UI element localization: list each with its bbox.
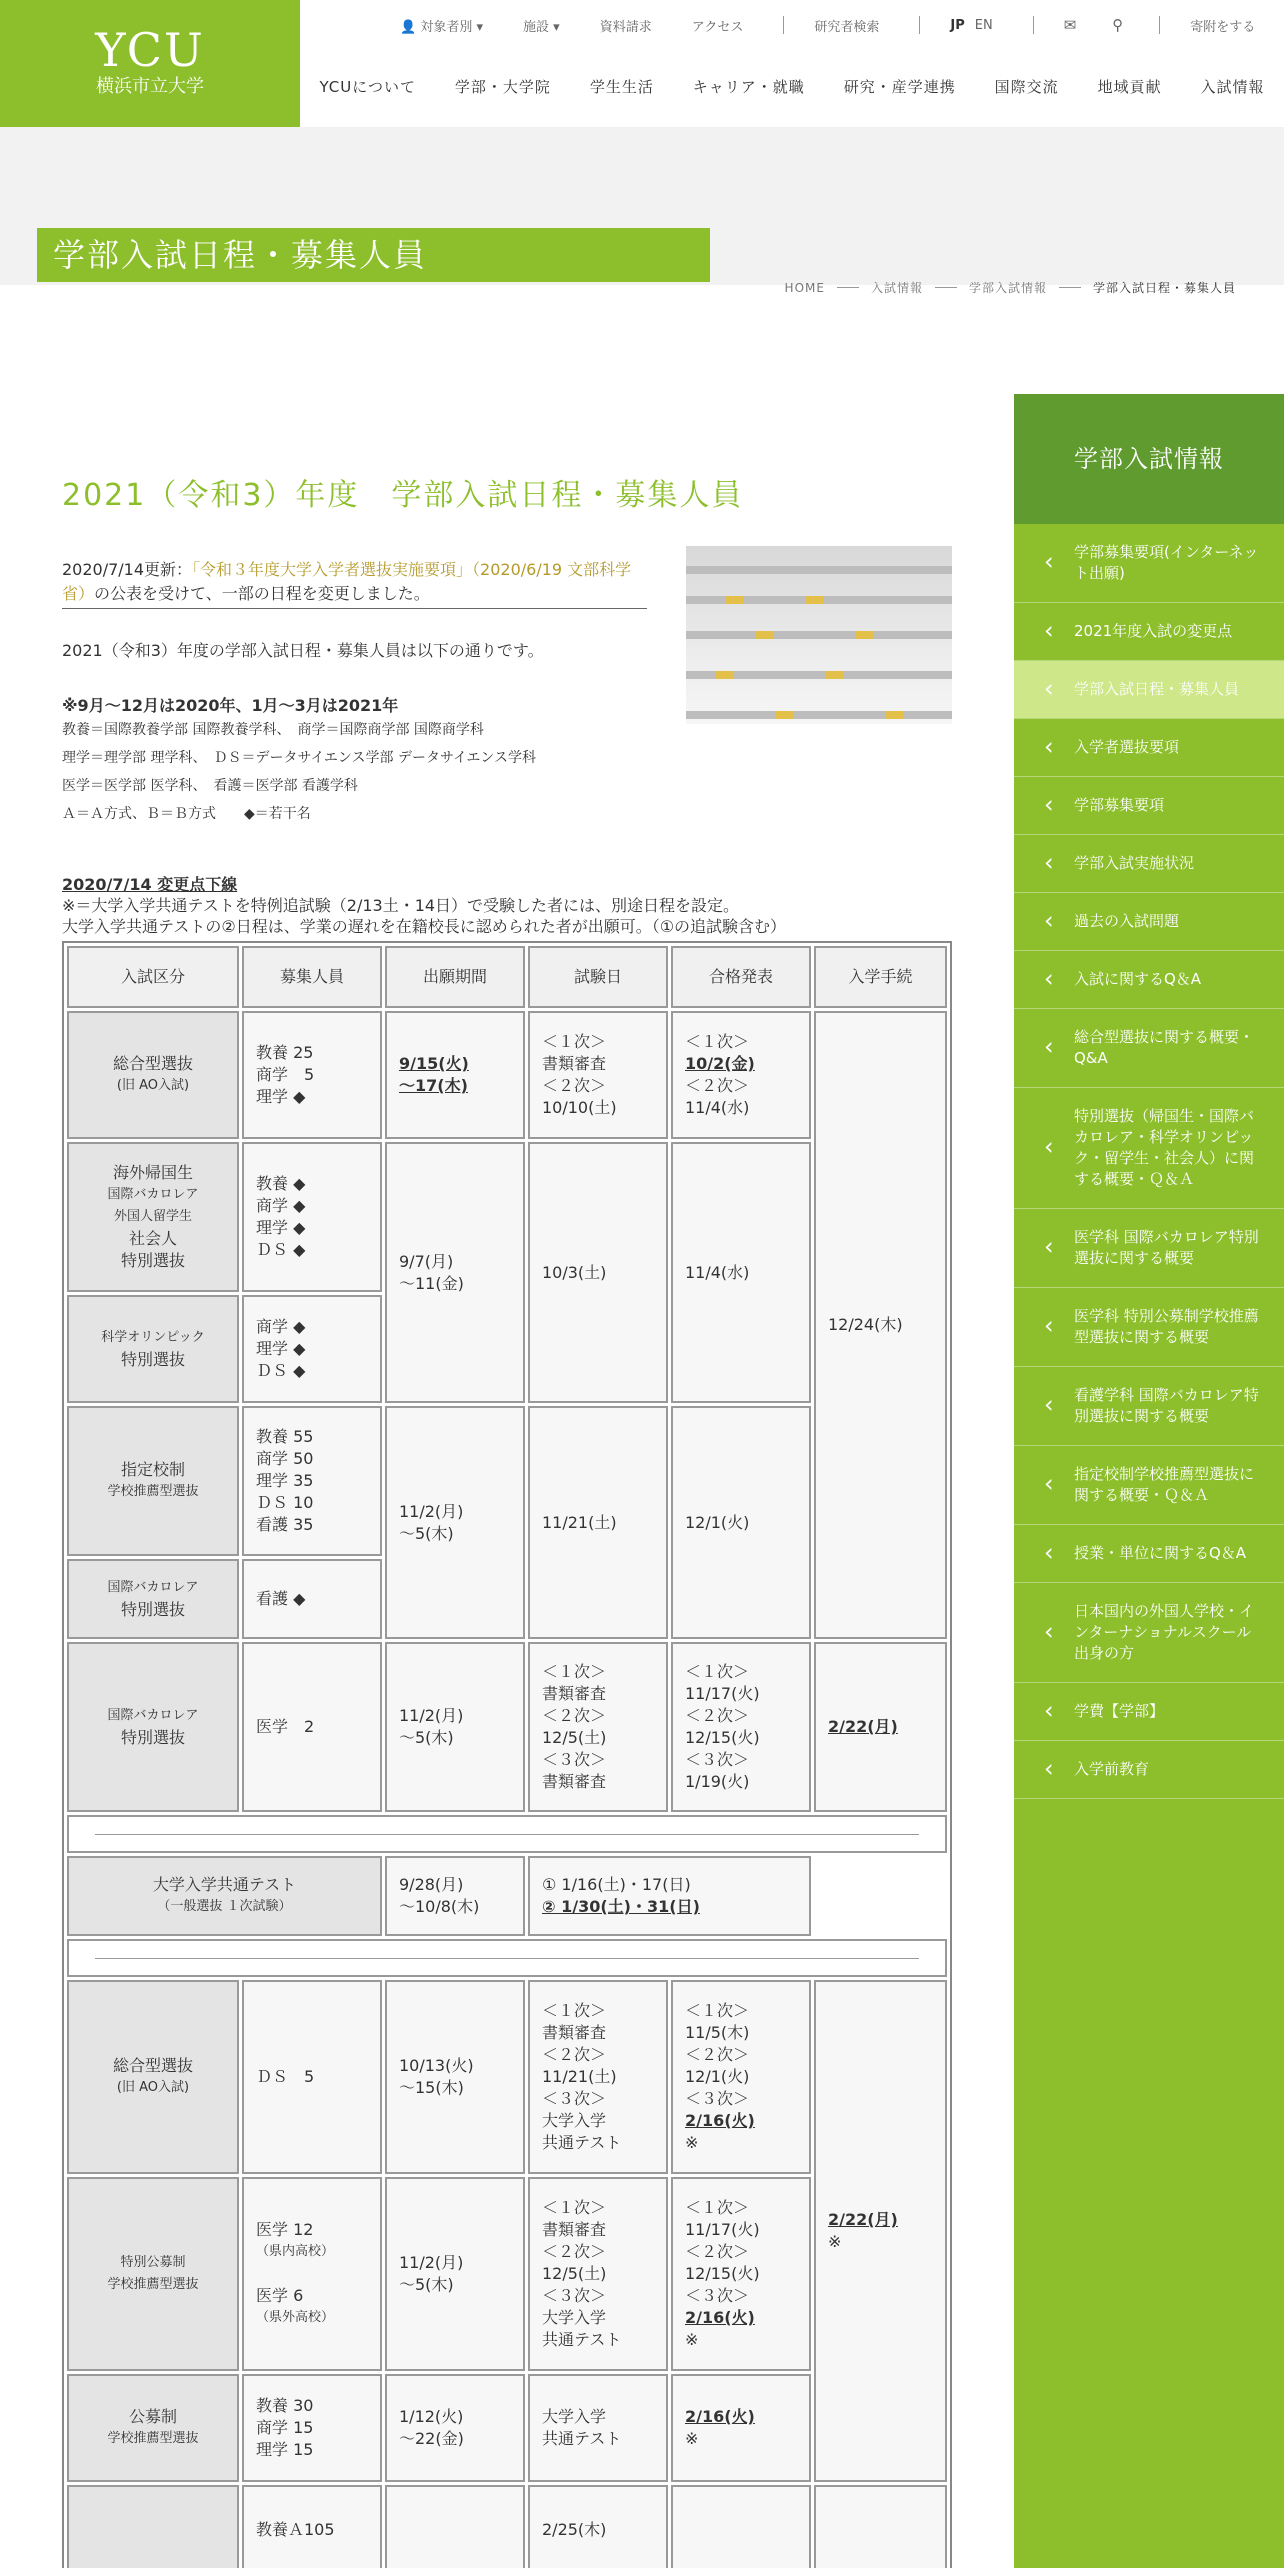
change-note: 2020/7/14 変更点下線 ※＝大学入学共通テストを特例追試験（2/13土・14日）で受験した者には、別途日程を設定。 大学入学共通テストの②日程は、学業の遅れを在籍校長に認められた者が出願可。（①の追試験含む）: [62, 875, 787, 936]
sidebar-item[interactable]: ‹ 日本国内の外国人学校・インターナショナルスクール出身の方: [1014, 1583, 1284, 1683]
table-row: 指定校制 学校推薦型選抜 教養 55 商学 50 理学 35 ＤＳ 10 看護 35 11/2(月) ～5(木) 11/21(土) 12/1(火): [67, 1406, 947, 1556]
table-row: 総合型選抜 (旧 AO入試) 教養 25 商学 5 理学 ◆ 9/15(火) ～17(木) ＜１次＞ 書類審査 ＜２次＞ 10/10(土) ＜１次＞ 10/2(金) ＜２次＞ 11/4(水) 12/24(木): [67, 1011, 947, 1139]
sidebar-item[interactable]: ‹ 学部入試実施状況: [1014, 835, 1284, 893]
sidebar-item[interactable]: ‹ 学部募集要項(インターネット出願): [1014, 524, 1284, 603]
table-header-row: 入試区分 募集人員 出願期間 試験日 合格発表 入学手続: [67, 946, 947, 1008]
gnav-career[interactable]: キャリア・就職: [692, 78, 805, 96]
utility-nav: [400, 12, 1284, 38]
sidebar-heading: 学部入試情報: [1014, 394, 1284, 524]
table-row: 海外帰国生 国際バカロレア 外国人留学生 社会人 特別選抜 教養 ◆ 商学 ◆ 理学 ◆ ＤＳ ◆ 9/7(月) ～11(金) 10/3(土) 11/4(水): [67, 1142, 947, 1292]
table-row: 国際バカロレア 特別選抜 看護 ◆: [67, 1559, 947, 1639]
intro-text: 2021（令和3）年度の学部入試日程・募集人員は以下の通りです。: [62, 641, 544, 660]
content-heading: 2021（令和3）年度 学部入試日程・募集人員: [62, 478, 744, 513]
sidebar-item[interactable]: ‹ 看護学科 国際バカロレア特別選抜に関する概要: [1014, 1367, 1284, 1446]
breadcrumb-undergrad[interactable]: 学部入試情報: [968, 281, 1047, 295]
table-row: 教養Ａ105 2/25(木): [67, 2485, 947, 2568]
facility-menu[interactable]: 施設 ▾: [523, 19, 560, 35]
researcher-link[interactable]: 研究者検索: [814, 19, 880, 35]
access-link[interactable]: アクセス: [691, 19, 744, 35]
global-nav: [300, 76, 1284, 97]
lang-en[interactable]: EN: [974, 17, 993, 33]
sidebar-item[interactable]: ‹ 特別選抜（帰国生・国際バカロレア・科学オリンピック・留学生・社会人）に関する概要・Ｑ＆Ａ: [1014, 1088, 1284, 1209]
sidebar-item[interactable]: ‹ 総合型選抜に関する概要・Q&A: [1014, 1009, 1284, 1088]
language-switch[interactable]: [950, 18, 992, 33]
update-note: 2020/7/14更新：「令和３年度大学入学者選抜実施要項」（2020/6/19 文部科学省）の公表を受けて、一部の日程を変更しました。: [62, 558, 647, 609]
change-title: 2020/7/14 変更点下線: [62, 875, 238, 894]
request-link[interactable]: 資料請求: [599, 19, 652, 35]
gnav-student-life[interactable]: 学生生活: [589, 78, 654, 96]
sidebar-item[interactable]: ‹ 入学前教育: [1014, 1741, 1284, 1799]
breadcrumb-current: 学部入試日程・募集人員: [1092, 281, 1236, 295]
year-note: ※9月～12月は2020年、1月～3月は2021年: [62, 696, 399, 715]
search-icon[interactable]: ⚲: [1112, 16, 1124, 34]
table-row: 総合型選抜 (旧 AO入試) ＤＳ 5 10/13(火) ～15(木) ＜１次＞ 書類審査 ＜２次＞ 11/21(土) ＜３次＞ 大学入学 共通テスト ＜１次＞ 11/5(木) ＜２次＞ 12/1(火) ＜３次＞ 2/16(火) ※ 2/22(月) ※: [67, 1980, 947, 2174]
table-row: 特別公募制 学校推薦型選抜 医学 12 （県内高校） 医学 6 （県外高校） 11/2(月) ～5(木) ＜１次＞ 書類審査 ＜２次＞ 12/5(土) ＜３次＞ 大学入学 共通テスト ＜１次＞ 11/17(火) ＜２次＞ 12/15(火) ＜３次＞ 2/16(火) ※: [67, 2177, 947, 2371]
divider: [1033, 16, 1034, 34]
sidebar-item[interactable]: ‹ 授業・単位に関するQ＆A: [1014, 1525, 1284, 1583]
table-divider-row: [67, 1939, 947, 1977]
breadcrumb: [773, 279, 1248, 296]
sidebar-item[interactable]: ‹ 学部募集要項: [1014, 777, 1284, 835]
divider: [919, 16, 920, 34]
sidebar-item[interactable]: ‹ 医学科 特別公募制学校推薦型選抜に関する概要: [1014, 1288, 1284, 1367]
donate-link[interactable]: 寄附をする: [1190, 19, 1256, 35]
lecture-hall-photo: [686, 546, 952, 724]
gnav-international[interactable]: 国際交流: [994, 78, 1059, 96]
gnav-about[interactable]: YCUについて: [319, 78, 416, 96]
table-row: 科学オリンピック 特別選抜 商学 ◆ 理学 ◆ ＤＳ ◆: [67, 1295, 947, 1403]
breadcrumb-home[interactable]: HOME: [784, 280, 825, 295]
table-row: 大学入学共通テスト （一般選抜 １次試験） 9/28(月) ～10/8(木) ① 1/16(土)・17(日) ② 1/30(土)・31(日): [67, 1856, 947, 1936]
logo-mark: YCU: [95, 23, 205, 77]
sidebar-item[interactable]: ‹ 指定校制学校推薦型選抜に関する概要・Ｑ＆Ａ: [1014, 1446, 1284, 1525]
sidebar-item[interactable]: ‹ 入学者選抜要項: [1014, 719, 1284, 777]
sidebar-item[interactable]: ‹ 過去の入試問題: [1014, 893, 1284, 951]
table-divider-row: [67, 1815, 947, 1853]
schedule-table: [62, 941, 952, 2568]
gnav-admissions[interactable]: 入試情報: [1200, 78, 1265, 96]
sidebar: [1014, 394, 1284, 2568]
sidebar-item[interactable]: ‹ 学費【学部】: [1014, 1683, 1284, 1741]
breadcrumb-admissions[interactable]: 入試情報: [870, 281, 923, 295]
page-title: 学部入試日程・募集人員: [37, 228, 710, 282]
divider: [783, 16, 784, 34]
logo-name: 横浜市立大学: [96, 76, 204, 97]
sidebar-item[interactable]: ‹ 医学科 国際バカロレア特別選抜に関する概要: [1014, 1209, 1284, 1288]
definitions: 教養＝国際教養学部 国際教養学科、 商学＝国際商学部 国際商学科 理学＝理学部 理学科、 ＤＳ＝データサイエンス学部 データサイエンス学科 医学＝医学部 医学科、 看護＝医学部 看護学科 Ａ＝Ａ方式、Ｂ＝Ｂ方式 ◆＝若干名: [62, 722, 536, 822]
logo[interactable]: [0, 0, 300, 127]
sidebar-item-active[interactable]: ‹ 学部入試日程・募集人員: [1014, 661, 1284, 719]
mail-icon[interactable]: ✉: [1063, 16, 1077, 34]
table-row: 公募制 学校推薦型選抜 教養 30 商学 15 理学 15 1/12(火) ～22(金) 大学入学 共通テスト 2/16(火) ※: [67, 2374, 947, 2482]
gnav-faculties[interactable]: 学部・大学院: [454, 78, 551, 96]
main-content: [62, 470, 952, 2568]
divider: [1159, 16, 1160, 34]
table-row: 国際バカロレア 特別選抜 医学 2 11/2(月) ～5(木) ＜１次＞ 書類審査 ＜２次＞ 12/5(土) ＜３次＞ 書類審査 ＜１次＞ 11/17(火) ＜２次＞ 12/15(火) ＜３次＞ 1/19(火) 2/22(月): [67, 1642, 947, 1812]
lang-jp[interactable]: JP: [950, 17, 965, 33]
target-menu[interactable]: 👤 対象者別 ▾: [400, 19, 484, 35]
gnav-community[interactable]: 地域貢献: [1097, 78, 1162, 96]
update-link[interactable]: 「令和３年度大学入学者選抜実施要項」（2020/6/19 文部科学省）: [62, 560, 632, 603]
sidebar-item[interactable]: ‹ 入試に関するQ＆A: [1014, 951, 1284, 1009]
sidebar-item[interactable]: ‹ 2021年度入試の変更点: [1014, 603, 1284, 661]
gnav-research[interactable]: 研究・産学連携: [843, 78, 956, 96]
